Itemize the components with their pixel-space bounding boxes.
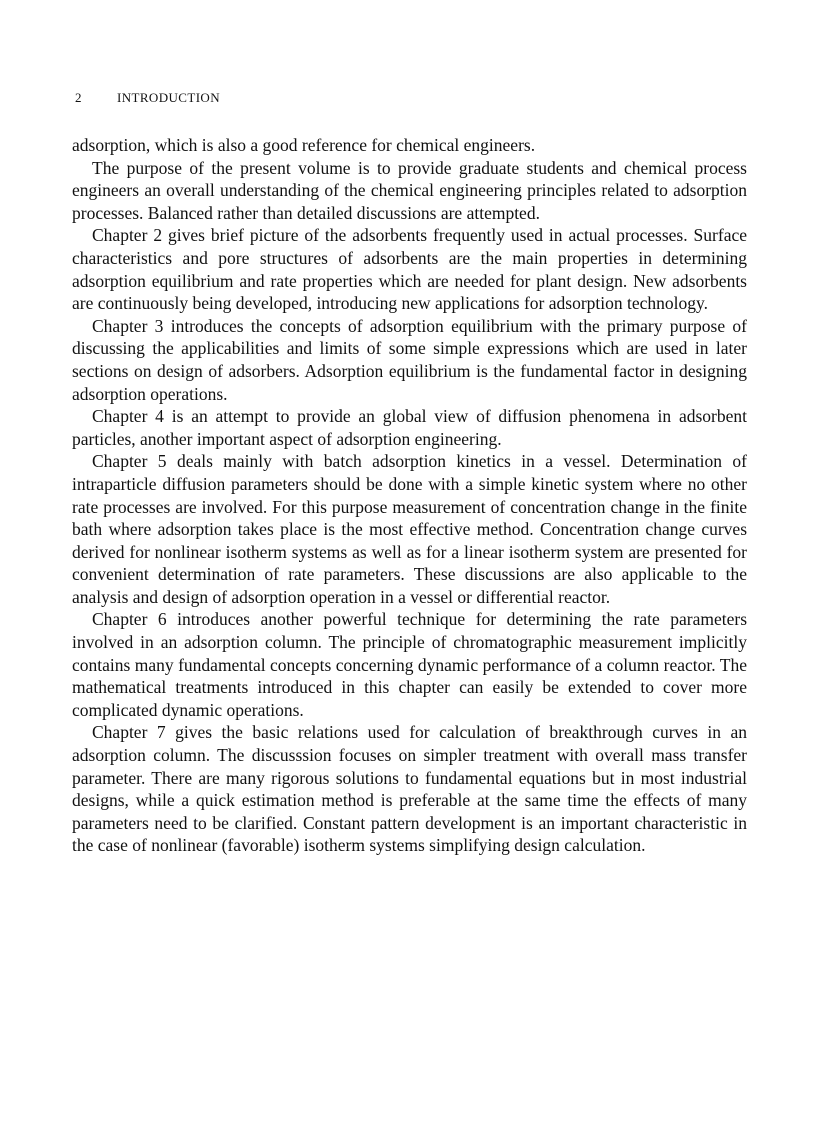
body-text xyxy=(72,134,747,857)
page-number: 2 xyxy=(75,90,82,105)
paragraph-continuation: adsorption, which is also a good reference for chemical engineers. xyxy=(72,135,536,155)
section-title: INTRODUCTION xyxy=(117,90,221,105)
paragraph-chapter-2: Chapter 2 gives brief picture of the adsorbents frequently used in actual processes. Surface characteristics and pore structures of adsorbents are the main properties in determining adsorption equilibrium and rate properties which are needed for plant design. New adsorbents are continuously being developed, introducing new applications for adsorption technology. xyxy=(72,225,747,314)
running-head xyxy=(72,86,747,110)
paragraph-chapter-3: Chapter 3 introduces the concepts of adsorption equilibrium with the primary purpose of discussing the applicabilities and limits of some simple expressions which are used in later sections on design of adsorbers. Adsorption equilibrium is the fundamental factor in designing adsorption operations. xyxy=(72,315,747,404)
paragraph-chapter-5: Chapter 5 deals mainly with batch adsorption kinetics in a vessel. Determination of intraparticle diffusion parameters should be done with a simple kinetic system where no other rate processes are involved. For this purpose measurement of concentration change in the finite bath where adsorption takes place is the most effective method. Concentration change curves derived for nonlinear isotherm systems as well as for a linear isotherm system are presented for convenient determination of rate parameters. These discussions are also applicable to the analysis and design of adsorption operation in a vessel or differential reactor. xyxy=(72,451,747,607)
paragraph-chapter-4: Chapter 4 is an attempt to provide an global view of diffusion phenomena in adsorbent particles, another important aspect of adsorption engineering. xyxy=(72,406,747,449)
paragraph-chapter-6: Chapter 6 introduces another powerful technique for determining the rate parameters involved in an adsorption column. The principle of chromatographic measurement implicitly contains many fundamental concepts concerning dynamic performance of a column reactor. The mathematical treatments introduced in this chapter can easily be extended to cover more complicated dynamic operations. xyxy=(72,609,747,720)
book-page xyxy=(72,86,747,857)
paragraph-chapter-7: Chapter 7 gives the basic relations used for calculation of breakthrough curves in an adsorption column. The discusssion focuses on simpler treatment with overall mass transfer parameter. There are many rigorous solutions to fundamental equations but in most industrial designs, while a quick estimation method is preferable at the same time the effects of many parameters need to be clarified. Constant pattern development is an important characteristic in the case of nonlinear (favorable) isotherm systems simplifying design calculation. xyxy=(72,722,747,856)
paragraph-purpose: The purpose of the present volume is to provide graduate students and chemical process engineers an overall understanding of the chemical engineering principles related to adsorption processes. Balanced rather than detailed discussions are attempted. xyxy=(72,157,747,223)
